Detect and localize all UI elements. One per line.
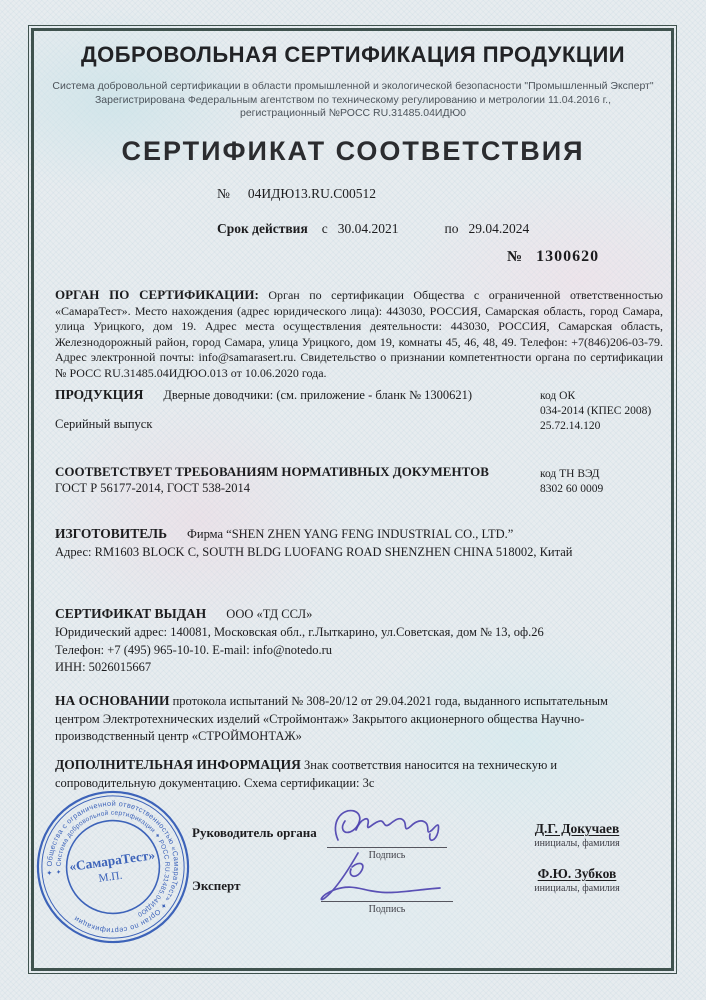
validity-label: Срок действия [217, 221, 308, 236]
expert-name: Ф.Ю. Зубков [537, 866, 617, 881]
blank-number-sign: № [507, 249, 523, 265]
issued-to-details [55, 624, 544, 677]
stamp-ring-outer-text: ✦ Общества с ограниченной ответственностью «СамараТест» ✦ Орган по сертификации [44, 798, 182, 936]
issued-to-name: ООО «ТД ССЛ» [226, 607, 313, 621]
additional-info-label: ДОПОЛНИТЕЛЬНАЯ ИНФОРМАЦИЯ [55, 757, 301, 772]
from-label: с [321, 221, 328, 236]
stamp-center-name: «СамараТест» [68, 847, 156, 875]
subtitle-line-2: Зарегистрирована Федеральным агентством по техническому регулированию и метрологии 11.04.2016 г., [94, 93, 612, 106]
to-label: по [444, 221, 459, 236]
certificate-number-row [217, 186, 376, 202]
issued-to-phone: Телефон: +7 (495) 965-10-10. E-mail: info@notedo.ru [55, 642, 333, 657]
basis-text: протокола испытаний № 308-20/12 от 29.04.2021 года, выданного испытательным центром Электротехнических изделий «Строймонтаж» Закрытого акционерного общества Научно-производственный центр «СТРОЙМОНТАЖ» [55, 694, 608, 743]
blank-number-row [507, 248, 599, 266]
head-of-body-label: Руководитель органа [192, 825, 317, 840]
certificate-number: 04ИДЮ13.RU.C00512 [247, 186, 376, 201]
to-date: 29.04.2024 [468, 221, 530, 236]
number-sign: № [217, 186, 230, 201]
expert-signature-line [321, 901, 453, 902]
stamp-mp-text: М.П. [97, 869, 124, 885]
subtitle-line-1: Система добровольной сертификации в области промышленной и экологической безопасности "Промышленный Эксперт" [52, 80, 654, 92]
manufacturer-label: ИЗГОТОВИТЕЛЬ [55, 526, 168, 541]
additional-info-text: Знак соответствия наносится на техническую и сопроводительную документацию. Схема сертификации: 3с [55, 758, 558, 790]
validity-row [217, 221, 529, 237]
manufacturer-address: Адрес: RM1603 BLOCK C, SOUTH BLDG LUOFANG ROAD SHENZHEN CHINA 518002, Китай [55, 545, 573, 559]
serial-release: Серийный выпуск [55, 417, 153, 431]
issued-to-inn: ИНН: 5026015667 [55, 660, 152, 674]
ok-code-line2: 25.72.14.120 [540, 420, 601, 432]
issued-to-label: СЕРТИФИКАТ ВЫДАН [55, 606, 207, 621]
product-text: Дверные доводчики: (см. приложение - бланк № 1300621) [163, 388, 473, 402]
ok-code-label: код ОК [540, 390, 576, 402]
head-signature-ink-icon [328, 800, 448, 850]
ok-code-line1: 034-2014 (КПЕС 2008) [540, 405, 652, 417]
manufacturer-firm: Фирма “SHEN ZHEN YANG FENG INDUSTRIAL CO., LTD.” [187, 527, 514, 541]
page-title: ДОБРОВОЛЬНАЯ СЕРТИФИКАЦИЯ ПРОДУКЦИИ [80, 42, 626, 67]
basis-label: НА ОСНОВАНИИ [55, 693, 170, 708]
tnved-code-label: код ТН ВЭД [540, 468, 600, 480]
head-name-caption: инициалы, фамилия [534, 838, 620, 849]
expert-signature-caption: Подпись [368, 904, 406, 915]
manufacturer-section [55, 526, 513, 542]
from-date: 30.04.2021 [337, 221, 399, 236]
blank-number: 1300620 [536, 248, 600, 265]
stamp-ring-inner-text: ✦ Система добровольной сертификации ✦ РОСС RU.31485.04ИДЮ0 [55, 809, 171, 918]
issued-to-address: Юридический адрес: 140081, Московская обл., г.Лыткарино, ул.Советская, дом № 13, оф.26 [55, 625, 544, 639]
head-signature-line [327, 847, 447, 848]
tnved-code-column [540, 467, 603, 497]
tnved-code-value: 8302 60 0009 [540, 483, 604, 495]
head-name: Д.Г. Докучаев [534, 821, 620, 836]
certification-body-text: Орган по сертификации Общества с ограниченной ответственностью «СамараТест». Место нахождения (адрес юридического лица): 443030, РОССИЯ, Самарская область, город Самара, улица Урицкого, дом 19. Адрес места осуществления деятельности: 443030, РОССИЯ, Самарская область, Железнодорожный район, город Самара, улица Урицкого, дом 19, комнаты 45, 46, 48, 49. Телефон: +7(846)206-03-79. Адрес электронной почты: info@samarasert.ru. Свидетельство о признании компетентности органа по сертификации № РОСС RU.31485.04ИДЮО.013 от 10.06.2020 года. [55, 288, 663, 380]
certification-body-label: ОРГАН ПО СЕРТИФИКАЦИИ: [55, 287, 259, 302]
expert-name-caption: инициалы, фамилия [534, 883, 620, 894]
conformity-label: СООТВЕТСТВУЕТ ТРЕБОВАНИЯМ НОРМАТИВНЫХ ДОКУМЕНТОВ [55, 464, 489, 479]
product-section [55, 387, 472, 403]
system-subtitle [44, 80, 662, 121]
expert-label: Эксперт [192, 878, 241, 893]
stamp-seal-icon [24, 778, 202, 956]
head-signature-caption: Подпись [368, 850, 406, 861]
basis-section [55, 692, 655, 746]
product-label: ПРОДУКЦИЯ [55, 387, 144, 402]
certificate-title: СЕРТИФИКАТ СООТВЕТСТВИЯ [121, 136, 585, 166]
certification-body-section [55, 287, 663, 382]
ok-code-column [540, 389, 651, 434]
issued-to-section [55, 606, 312, 622]
subtitle-line-3: регистрационный №РОСС RU.31485.04ИДЮ0 [239, 107, 467, 119]
conformity-standards: ГОСТ Р 56177-2014, ГОСТ 538-2014 [55, 481, 251, 495]
